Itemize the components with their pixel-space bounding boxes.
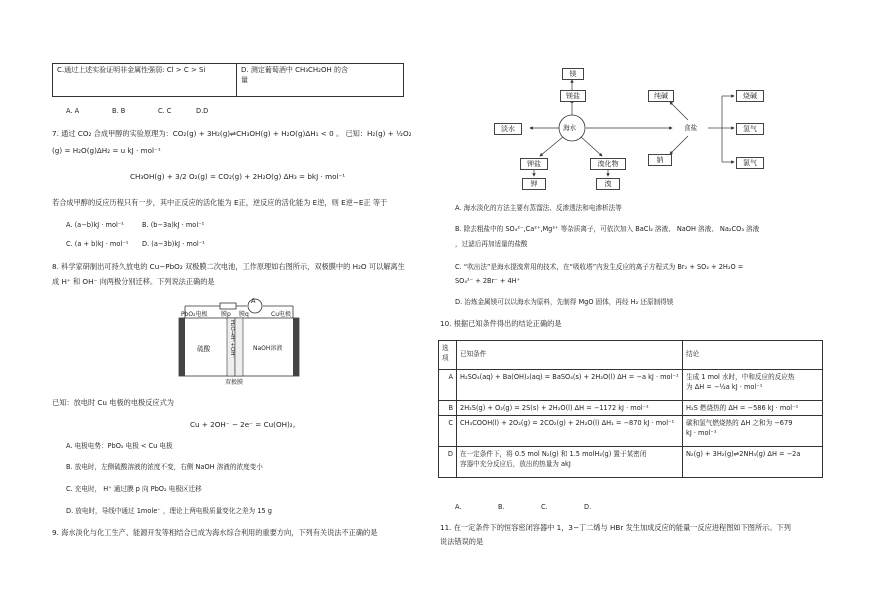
q10-header-conclusion: 结论 xyxy=(683,341,823,370)
q10-row-option: B xyxy=(439,401,457,416)
q10-row-condition: 在一定条件下，将 0.5 mol N₂(g) 和 1.5 molH₂(g) 置于某密闭 容器中充分反应后，放出的热量为 akJ xyxy=(457,447,683,478)
sulfuric-acid-label: 硫酸 xyxy=(197,345,211,353)
q9-option-d[interactable]: D. 冶炼金属镁可以以海水为原料，先制得 MgO 固体，再经 H₂ 还原制得镁 xyxy=(455,298,674,306)
q10-row-conclusion: H₂S 燃烧热的 ΔH = −586 kJ · mol⁻¹ xyxy=(683,401,823,416)
table-row[interactable] xyxy=(439,401,823,416)
q6-option-c: C.通过上述实验证明非金属性强弱: Cl > C > Si xyxy=(53,64,237,97)
naoh-label: NaOH溶液 xyxy=(253,345,283,352)
salt-node: 食盐 xyxy=(684,124,698,132)
fresh-water-node: 淡水 xyxy=(494,123,522,135)
q6-choice-b[interactable]: B. B xyxy=(112,107,126,115)
q8-option-a[interactable]: A. 电极电势：PbO₂ 电极 < Cu 电极 xyxy=(66,442,173,450)
q10-header-option: 选项 xyxy=(439,341,457,370)
h2-node: 氢气 xyxy=(736,123,764,135)
membrane-q-label: 膜q xyxy=(239,311,249,318)
q11-stem-line2: 说法错误的是 xyxy=(440,537,484,546)
pbo2-electrode-label: PbO₂电极 xyxy=(181,311,208,318)
q9-option-a[interactable]: A. 海水淡化的方法主要有蒸馏法、反渗透法和电渗析法等 xyxy=(455,204,622,212)
q9-option-c-cont: SO₄²⁻ + 2Br⁻ + 4H⁺ xyxy=(455,277,521,285)
table-row[interactable] xyxy=(439,447,823,478)
caustic-soda-node: 烧碱 xyxy=(736,90,764,102)
battery-diagram xyxy=(175,296,305,391)
q7-option-d[interactable]: D. (a−3b)kJ · mol⁻¹ xyxy=(142,240,205,248)
q10-row-condition: 2H₂S(g) + O₂(g) = 2S(s) + 2H₂O(l) ΔH = −1172 kJ · mol⁻¹ xyxy=(457,401,683,416)
q6-option-d: D. 测定葡萄酒中 CH₃CH₂OH 的含 量 xyxy=(237,64,404,97)
q10-row-option: C xyxy=(439,416,457,447)
q10-choice-d[interactable]: D. xyxy=(584,503,592,511)
q10-row-option: A xyxy=(439,370,457,401)
ammeter-label: A xyxy=(251,297,256,305)
q6-choice-d[interactable]: D.D xyxy=(196,107,209,115)
q7-option-b[interactable]: B. (b−3a)kJ · mol⁻¹ xyxy=(142,221,205,229)
q8-option-c[interactable]: C. 充电时， H⁺ 通过膜 p 向 PbO₂ 电极区迁移 xyxy=(66,485,202,493)
mg-salt-node: 镁盐 xyxy=(560,90,586,102)
q7-option-a[interactable]: A. (a−b)kJ · mol⁻¹ xyxy=(66,221,124,229)
bromide-node: 溴化物 xyxy=(590,158,626,170)
q10-row-conclusion: 生成 1 mol 水时，中和反应的反应热 为 ΔH = −½a kJ · mol⁻¹ xyxy=(683,370,823,401)
q8-known: 已知：放电时 Cu 电极的电极反应式为 xyxy=(52,398,174,407)
q7-stem-line2: (g) = H₂O(g)ΔH₂ = u kJ · mol⁻¹ xyxy=(52,146,161,155)
membrane-p-label: 膜p xyxy=(221,311,231,318)
q8-stem-line2: 成 H⁺ 和 OH⁻ 向两极分别迁移。下列说法正确的是 xyxy=(52,277,215,286)
k-salt-node: 钾盐 xyxy=(520,158,548,170)
soda-node: 纯碱 xyxy=(648,90,674,102)
cl2-node: 氯气 xyxy=(736,157,764,169)
q10-choice-b[interactable]: B. xyxy=(498,503,505,511)
q7-question: 若合成甲醇的反应历程只有一步，其中正反应的活化能为 E正，逆反应的活化能为 E逆，则 E逆−E正 等于 xyxy=(52,198,388,207)
k-node: 钾 xyxy=(522,178,546,190)
q10-row-conclusion: 碳和氢气燃烧热的 ΔH 之和为 −679 kJ · mol⁻¹ xyxy=(683,416,823,447)
water-dissociation-label: H₂O→H⁺+OH⁻ xyxy=(229,320,235,359)
q7-stem-line1: 7. 通过 CO₂ 合成甲醇的实验原理为：CO₂(g) + 3H₂(g)⇌CH₃OH(g) + H₂O(g)ΔH₁ < 0 。 已知：H₂(g) + ½O₂ xyxy=(52,129,412,138)
q10-row-conclusion: N₂(g) + 3H₂(g)⇌2NH₃(g) ΔH = −2a xyxy=(683,447,823,478)
mg-node: 镁 xyxy=(562,68,584,80)
seawater-diagram xyxy=(490,66,790,194)
q6-option-table xyxy=(52,63,404,97)
table-row[interactable] xyxy=(439,416,823,447)
q10-choice-c[interactable]: C. xyxy=(541,503,548,511)
q6-choice-c[interactable]: C. C xyxy=(158,107,172,115)
q11-stem-line1: 11. 在一定条件下的恒容密闭容器中 1，3−丁二烯与 HBr 发生加成反应的能量一反应进程图如下图所示。下列 xyxy=(440,523,791,532)
q7-option-c[interactable]: C. (a + b)kJ · mol⁻¹ xyxy=(66,240,129,248)
cu-electrode-label: Cu电极 xyxy=(271,311,291,318)
bipolar-membrane-label: 双极膜 xyxy=(225,379,244,386)
q10-choice-a[interactable]: A. xyxy=(455,503,462,511)
q9-option-b[interactable]: B. 除去粗盐中的 SO₄²⁻,Ca²⁺,Mg²⁺ 等杂质离子，可依次加入 BaCl₂ 溶液、 NaOH 溶液、 Na₂CO₃ 溶液 xyxy=(455,225,760,233)
q10-row-condition: H₂SO₄(aq) + Ba(OH)₂(aq) = BaSO₄(s) + 2H₂O(l) ΔH = −a kJ · mol⁻¹ xyxy=(457,370,683,401)
q9-option-c[interactable]: C. “吹出法”是海水提溴常用的技术，在“吸收塔”内发生反应的离子方程式为 Br₂ + SO₂ + 2H₂O = xyxy=(455,263,744,271)
q9-stem: 9. 海水淡化与化工生产、能源开发等相结合已成为海水综合利用的重要方向，下列有关说法不正确的是 xyxy=(52,528,378,537)
q7-equation: CH₃OH(g) + 3/2 O₂(g) = CO₂(g) + 2H₂O(g) ΔH₃ = bkJ · mol⁻¹ xyxy=(130,172,346,181)
br-node: 溴 xyxy=(596,178,620,190)
q8-option-d[interactable]: D. 放电时，导线中通过 1mole⁻ ，理论上两电极质量变化之差为 15 g xyxy=(66,507,272,515)
q10-header-condition: 已知条件 xyxy=(457,341,683,370)
table-row[interactable] xyxy=(439,370,823,401)
q8-electrode-equation: Cu + 2OH⁻ − 2e⁻ = Cu(OH)₂。 xyxy=(190,420,300,429)
q10-row-condition: CH₃COOH(l) + 2O₂(g) = 2CO₂(g) + 2H₂O(l) ΔH₁ = −870 kJ · mol⁻¹ xyxy=(457,416,683,447)
q10-header-row xyxy=(439,341,823,370)
q6-choice-a[interactable]: A. A xyxy=(66,107,80,115)
q9-option-b-cont: ，过滤后再加适量的盐酸 xyxy=(455,240,528,248)
q10-table xyxy=(438,340,823,478)
q8-option-b[interactable]: B. 放电时，左侧硫酸溶液的浓度不变，右侧 NaOH 溶液的浓度变小 xyxy=(66,463,263,471)
q8-stem-line1: 8. 科学家研制出可持久放电的 Cu−PbO₂ 双极膜二次电池，工作原理如右图所示，双极膜中的 H₂O 可以解离生 xyxy=(52,262,405,271)
q10-row-option: D xyxy=(439,447,457,478)
seawater-node: 海水 xyxy=(563,124,577,132)
q10-stem: 10. 根据已知条件得出的结论正确的是 xyxy=(440,319,562,328)
na-node: 钠 xyxy=(648,154,672,166)
